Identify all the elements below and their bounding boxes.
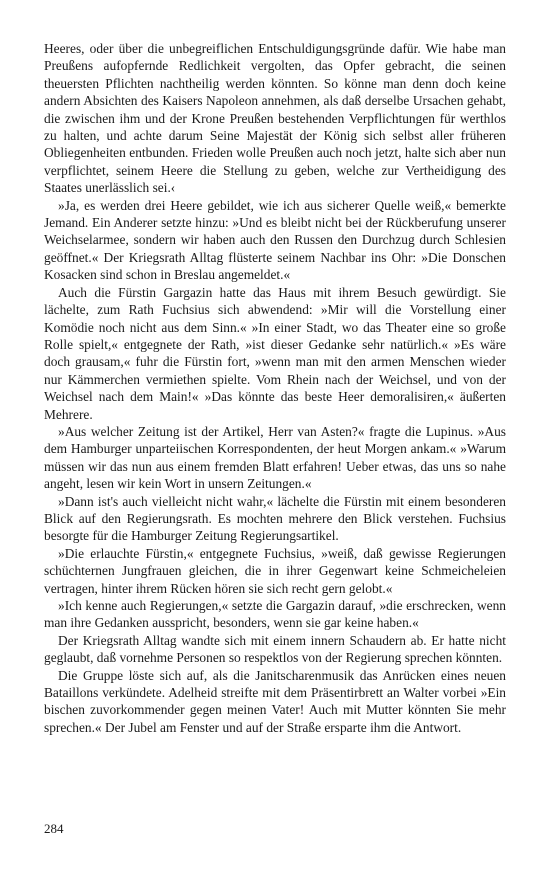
paragraph: Die Gruppe löste sich auf, als die Janitscharenmusik das Anrücken eines neuen Bataillons verkündete. Adelheid streifte mit dem Präsentirbrett an Walter vorbei »Ein bischen zuvorkommender gegen meinen Vater! Auch mit Mutter könnten Sie mehr sprechen.« Der Jubel am Fenster und auf der Straße ersparte ihm die Antwort. bbox=[44, 667, 506, 735]
paragraph: Heeres, oder über die unbegreiflichen Entschuldigungsgründe dafür. Wie habe man Preußens aufopfernde Redlichkeit vergolten, das Opfer gebracht, die seinen theuersten Pflichten nachtheilig werden könnten. So könne man denn doch keine andern Absichten des Kaisers Napoleon annehmen, als daß derselbe Ursachen gehabt, die zwischen ihm und der Krone Preußen bestehenden Verpflichtungen für werthlos zu halten, und achte darum Seine Majestät der König sich selbst aller früheren Obliegenheiten entbunden. Frieden wolle Preußen auch noch jetzt, halte sich aber nun verpflichtet, seinem Heere die Stellung zu geben, welche zur Vertheidigung des Staates unerlässlich sei.‹ bbox=[44, 41, 506, 196]
paragraph: »Ich kenne auch Regierungen,« setzte die Gargazin darauf, »die erschrecken, wenn man ihre Gedanken ausspricht, besonders, wenn sie gar keine haben.« bbox=[44, 598, 506, 631]
paragraph: »Aus welcher Zeitung ist der Artikel, Herr van Asten?« fragte die Lupinus. »Aus dem Hamburger unparteiischen Korrespondenten, der heut Morgen ankam.« »Warum müssen wir das nun aus einem fremden Blatt erfahren! Ueber etwas, das uns so nahe angeht, lesen wir kein Wort in unsern Zeitungen.« bbox=[44, 423, 506, 492]
page-body bbox=[44, 40, 506, 736]
paragraph: Auch die Fürstin Gargazin hatte das Haus mit ihrem Besuch gewürdigt. Sie lächelte, zum Rath Fuchsius sich abwendend: »Mir will die Vorstellung einer Komödie noch nicht aus dem Sinn.« »In einer Stadt, wo das Theater eine so große Rolle spielt,« entgegnete der Rath, »ist dieser Gedanke sehr natürlich.« »Es wäre doch grausam,« fuhr die Fürstin fort, »wenn man mit den armen Menschen wieder nur Kämmerchen vermiethen spielte. Vom Rhein nach der Weichsel, und von der Weichsel nach dem Main!« »Das könnte das beste Heer demoralisiren,« äußerten Mehrere. bbox=[44, 284, 506, 422]
paragraph: »Dann ist's auch vielleicht nicht wahr,« lächelte die Fürstin mit einem besonderen Blick auf den Regierungsrath. Es mochten mehrere den Blick verstehen. Fuchsius besorgte für die Hamburger Zeitung Regierungsartikel. bbox=[44, 493, 506, 544]
page-number: 284 bbox=[44, 821, 64, 836]
paragraph: »Die erlauchte Fürstin,« entgegnete Fuchsius, »weiß, daß gewisse Regierungen schüchternen Jungfrauen gleichen, die in ihrer Gegenwart keine Schmeicheleien vertragen, hinter ihrem Rücken hören sie sich recht gern gelobt.« bbox=[44, 545, 506, 596]
paragraph: Der Kriegsrath Alltag wandte sich mit einem innern Schaudern ab. Er hatte nicht geglaubt, daß vornehme Personen so respektlos von der Regierung sprechen könnten. bbox=[44, 632, 506, 666]
paragraph: »Ja, es werden drei Heere gebildet, wie ich aus sicherer Quelle weiß,« bemerkte Jemand. Ein Anderer setzte hinzu: »Und es bleibt nicht bei der Rückberufung unserer Weichselarmee, sondern wir haben auch den Russen den Durchzug durch Schlesien geöffnet.« Der Kriegsrath Alltag flüsterte seinem Nachbar ins Ohr: »Die Donschen Kosacken sind schon in Breslau angemeldet.« bbox=[44, 197, 506, 283]
